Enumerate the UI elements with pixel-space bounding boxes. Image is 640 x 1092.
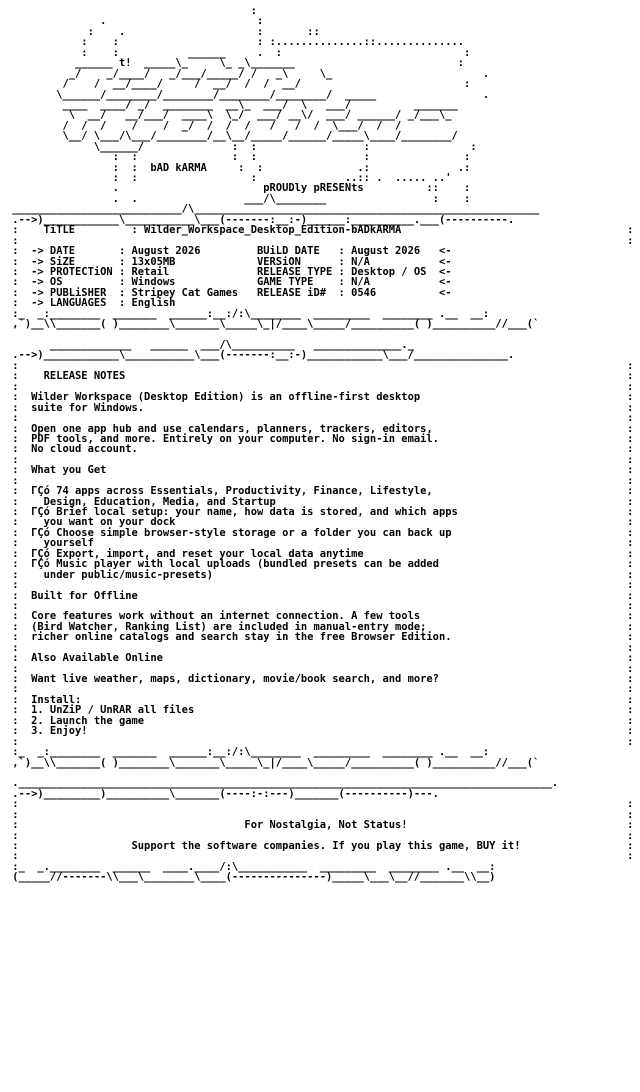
nfo-text: : . : : . : :: : : : :..............::.............. : : ______ . : : ______ t! _____\_ \_ _\_______ : _/ _/____/ _/___/_____/ / _\ \_ . / / __/____/ / __/ / / __/ : \______/________/________/________/________/ _____ . ____ ____/ _/ ________ __\_ ___/ \ ___/ _______ \ __/ __/___/ ____\ \_/ ___/ __\/ ___/ ______/ _/___\_ / / / / / _/ / / / / / / \___/ / / \__/ \___/\___/________/__\__/_____/______/_____\____/________/ \______/ : : : : : : : : : : : : bAD kARMA : : .: .: : : : ..:: . ..... ..' . pROUDly pRESENts :: : . . ___/\________ : : ___________________________/\_______________________________________________________ .-->)____________\___________\___(-------:__:-)______:__________.___(----------. : TiTLE : Wilder_Workspace_Desktop_Edition-bADkARMA : : : : -> DATE : August 2026 BUiLD DATE : August 2026 <- : -> SiZE : 13x05MB VERSiON : N/A <- : -> PROTECTiON : Retail RELEASE TYPE : Desktop / OS <- : -> OS : Windows GAME TYPE : N/A <- : -> PUBLiSHER : Stripey Cat Games RELEASE iD# : 0546 <- : -> LANGUAGES : English :_ _:________ _______ ______:__:/:\________ _________ ________ .__ __: ,`)__\\_______( )________\_______\_____\_|/____\_____/__________( )__________//___(` _____________ ______ ___/\__________ ______________._ .-->)____________\___________\___(-------:__:-)____________\___/_______________. : : : RELEASE NOTES : : : : Wilder Workspace (Desktop Edition) is an offline-first desktop : : suite for Windows. : : : : Open one app hub and use calendars, planners, trackers, editors, : : PDF tools, and more. Entirely on your computer. No sign-in email. : : No cloud account. : : : : What you Get : : : : ΓÇó 74 apps across Essentials, Productivity, Finance, Lifestyle, : : Design, Education, Media, and Startup : : ΓÇó Brief local setup: your name, how data is stored, and which apps : : you want on your dock : : ΓÇó Choose simple browser-style storage or a folder you can back up : : yourself : : ΓÇó Export, import, and reset your local data anytime : : ΓÇó Music player with local uploads (bundled presets can be added : : under public/music-presets) : : : : Built for Offline : : : : Core features work without an internet connection. A few tools : : (Bird Watcher, Ranking List) are included in manual-entry mode; : : richer online catalogs and search stay in the free Browser Edition. : : : : Also Available Online : : : : Want live weather, maps, dictionary, movie/book search, and more? : : : : Install: : : 1. UnZiP / UnRAR all files : : 2. Launch the game : : 3. Enjoy! : : : :_ _:________ _______ ______:__:/:\________ _________ ________ .__ __: ,`)__\\_______( )________\_______\_____\_|/____\_____/__________( )__________//___(` ._____________________________________________________________________________________. .-->)_________)__________\_______(----:-:---)_______(----------)---. : : : : : For Nostalgia, Not Status! : : : : Support the software companies. If you play this game, BUY it! : : : :_ _.________ ______ ____.____/:\___________ _________ ________ .__ __: (_____//-------\\___\________\____(---------------)_____\___\__//_______\\__) [12, 5, 634, 884]
